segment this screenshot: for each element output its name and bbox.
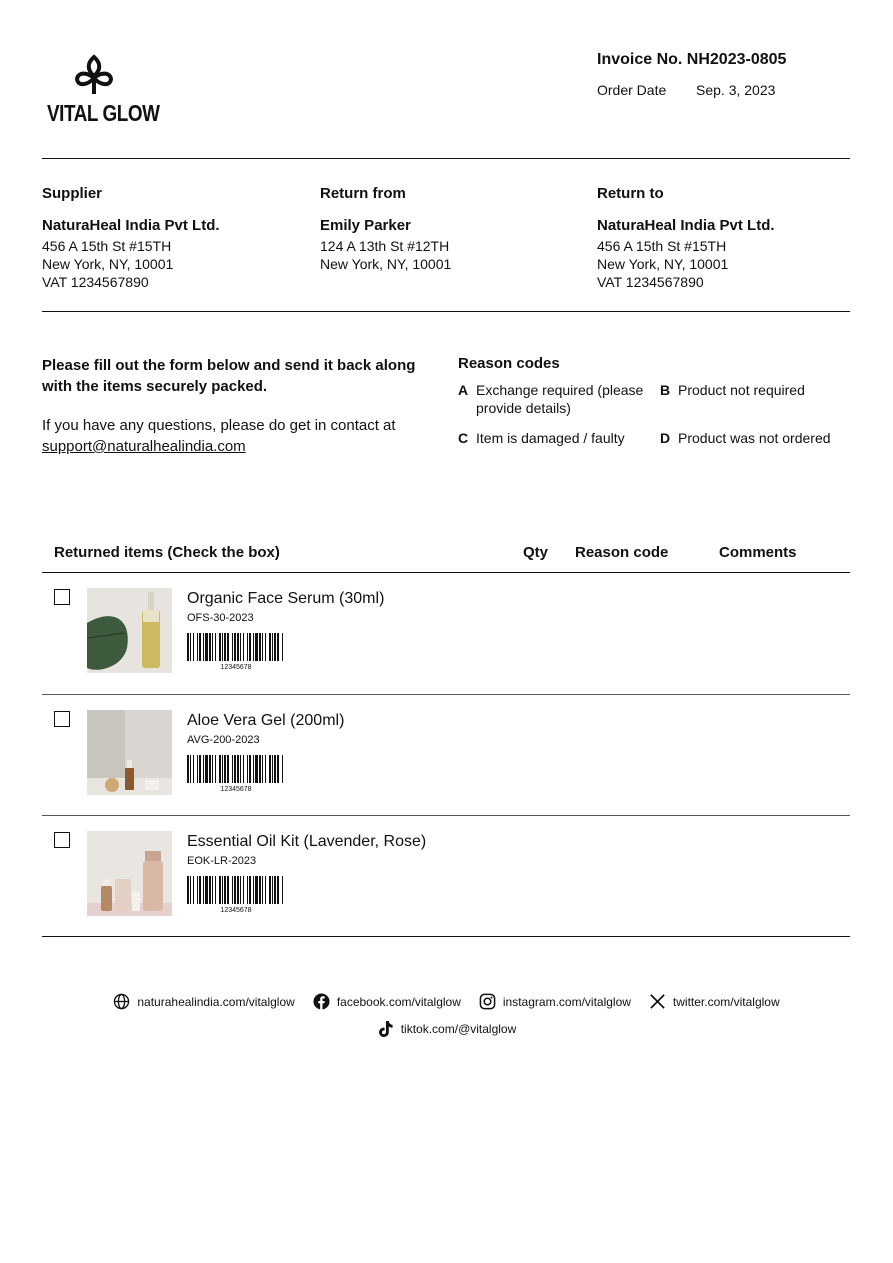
reason-column-header: Reason code	[575, 544, 669, 561]
x-twitter-icon	[649, 993, 666, 1010]
return-from-address-line: 124 A 13th St #12TH	[320, 238, 450, 254]
product-name: Organic Face Serum (30ml)	[187, 590, 385, 607]
table-row	[42, 573, 850, 694]
product-sku: OFS-30-2023	[187, 612, 254, 624]
return-to-name: NaturaHeal India Pvt Ltd.	[597, 217, 775, 234]
table-row	[42, 816, 850, 937]
supplier-name: NaturaHeal India Pvt Ltd.	[42, 217, 220, 234]
return-checkbox[interactable]	[54, 832, 70, 848]
comments-column-header: Comments	[719, 544, 797, 561]
supplier-vat: VAT 1234567890	[42, 274, 149, 290]
order-date: Sep. 3, 2023	[696, 82, 776, 98]
return-to-block	[597, 185, 850, 291]
globe-icon	[113, 993, 130, 1010]
twitter-text: twitter.com/vitalglow	[672, 994, 780, 1009]
product-name: Essential Oil Kit (Lavender, Rose)	[187, 833, 427, 850]
tiktok-icon	[377, 1020, 394, 1038]
return-to-vat: VAT 1234567890	[597, 274, 704, 290]
footer-links	[0, 993, 893, 1010]
return-from-heading: Return from	[320, 185, 406, 202]
supplier-block	[42, 185, 302, 291]
tiktok-text: tiktok.com/@vitalglow	[400, 1022, 517, 1036]
return-to-heading: Return to	[597, 185, 664, 202]
reason-codes-title: Reason codes	[458, 355, 560, 372]
reason-code-text: Product not required	[678, 382, 805, 398]
leaf-flower-icon	[74, 54, 114, 96]
instagram-icon	[479, 993, 496, 1010]
barcode	[187, 876, 285, 904]
website-text: naturahealindia.com/vitalglow	[137, 994, 295, 1009]
return-to-address-line: New York, NY, 10001	[597, 256, 729, 272]
return-checkbox[interactable]	[54, 711, 70, 727]
tiktok-link[interactable]	[377, 1020, 517, 1038]
instagram-text: instagram.com/vitalglow	[502, 994, 631, 1009]
product-image	[87, 710, 172, 795]
table-row	[42, 695, 850, 816]
contact-text: If you have any questions, please do get in contact at	[42, 417, 396, 434]
supplier-address-line: 456 A 15th St #15TH	[42, 238, 172, 254]
reason-code-text: Product was not ordered	[678, 430, 831, 446]
support-email-link[interactable]: support@naturalhealindia.com	[42, 438, 246, 455]
divider	[42, 158, 850, 159]
contact-block	[42, 415, 432, 457]
return-from-address-line: New York, NY, 10001	[320, 256, 452, 272]
return-to-address-line: 456 A 15th St #15TH	[597, 238, 727, 254]
twitter-link[interactable]	[649, 993, 780, 1010]
instructions-heading: Please fill out the form below and send it back along with the items securely packed.	[42, 357, 416, 395]
barcode-number: 12345678	[220, 664, 252, 671]
reason-code-letter: A	[458, 382, 469, 398]
product-sku: EOK-LR-2023	[187, 855, 257, 867]
product-sku: AVG-200-2023	[187, 734, 260, 746]
reason-code-letter: D	[660, 430, 671, 446]
instagram-link[interactable]	[479, 993, 631, 1010]
invoice-number: Invoice No. NH2023-0805	[597, 51, 787, 68]
return-from-name: Emily Parker	[320, 217, 411, 234]
return-from-block	[320, 185, 580, 273]
divider	[42, 936, 850, 937]
brand-name: VITAL GLOW	[47, 100, 160, 126]
items-column-header: Returned items (Check the box)	[54, 544, 280, 561]
reason-code-letter: C	[458, 430, 469, 446]
barcode-number: 12345678	[220, 786, 252, 793]
order-date-label: Order Date	[597, 82, 667, 98]
reason-code-a	[458, 381, 653, 417]
product-image	[87, 588, 172, 673]
supplier-heading: Supplier	[42, 185, 103, 202]
reason-code-text: Exchange required (please provide details)	[476, 382, 644, 416]
reason-code-b	[660, 381, 850, 399]
return-checkbox[interactable]	[54, 589, 70, 605]
supplier-address-line: New York, NY, 10001	[42, 256, 174, 272]
website-link[interactable]	[113, 993, 294, 1010]
product-name: Aloe Vera Gel (200ml)	[187, 712, 345, 729]
facebook-text: facebook.com/vitalglow	[336, 994, 461, 1009]
barcode	[187, 633, 285, 661]
barcode-number: 12345678	[220, 907, 252, 914]
facebook-link[interactable]	[313, 993, 461, 1010]
reason-code-c	[458, 429, 653, 447]
facebook-icon	[313, 993, 330, 1010]
divider	[42, 311, 850, 312]
qty-column-header: Qty	[523, 544, 549, 561]
reason-code-d	[660, 429, 850, 447]
barcode	[187, 755, 285, 783]
reason-code-letter: B	[660, 382, 671, 398]
footer-links-second-row	[0, 1020, 893, 1038]
reason-code-text: Item is damaged / faulty	[476, 430, 625, 446]
product-image	[87, 831, 172, 916]
